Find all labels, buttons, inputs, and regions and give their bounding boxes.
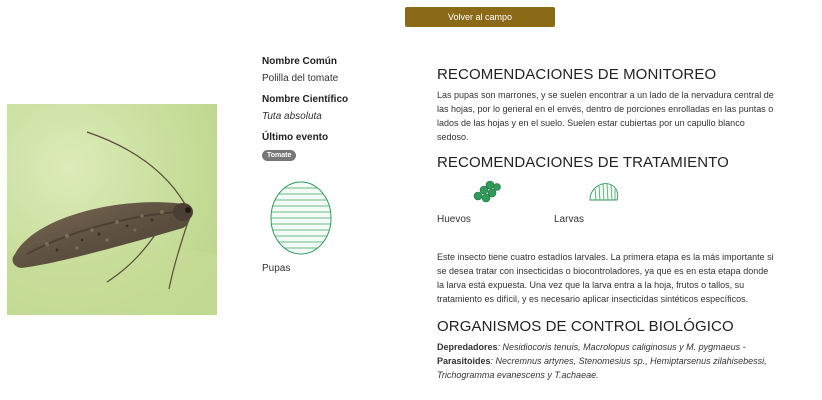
larva-icon <box>587 180 621 204</box>
biocontrol-title: ORGANISMOS DE CONTROL BIOLÓGICO <box>437 318 734 335</box>
pupa-label: Pupas <box>262 263 291 274</box>
last-event-label: Último evento <box>262 132 329 143</box>
stage-eggs-label: Huevos <box>437 214 471 225</box>
pest-info <box>262 56 432 172</box>
pest-photo <box>7 104 217 315</box>
treatment-text: Este insecto tiene cuatro estadíos larvales. La primera etapa es la más importante si se desea tratar con insecticidas o biocontroladores, ya que es en esta etapa donde la larva está expuesta. Una vez que la larva entra a la hoja, frutos o tallos, su tratamiento es difícil, y es necesario aplicar insecticidas sintéticos específicos. <box>437 252 774 304</box>
eggs-icon <box>472 178 502 204</box>
stage-larvae-label: Larvas <box>554 214 585 225</box>
parasitoids-list: : Necremnus artynes, Stenomesius sp., Hemiptarsenus zilahisebessi, Trichogramma evanescens y T.achaeae. <box>437 356 767 380</box>
scientific-name-label: Nombre Científico <box>262 94 349 105</box>
treatment-title: RECOMENDACIONES DE TRATAMIENTO <box>437 154 729 171</box>
monitoring-title: RECOMENDACIONES DE MONITOREO <box>437 66 717 83</box>
common-name-label: Nombre Común <box>262 56 337 67</box>
common-name-value: Polilla del tomate <box>262 73 339 84</box>
parasitoids-label: Parasitoides <box>437 356 491 366</box>
scientific-name-value: Tuta absoluta <box>262 111 322 122</box>
monitoring-text: Las pupas son marrones, y se suelen encontrar a un lado de la nervadura central de las hojas, por lo general en el envés, dentro de porciones enrolladas en las puntas o lados de las hojas y en el suelo. Suelen estar cubiertas por un capullo blanco sedoso. <box>437 90 774 142</box>
crop-tag[interactable]: Tomate <box>262 150 296 161</box>
back-to-field-button[interactable]: Volver al campo <box>405 7 555 27</box>
predators-list: : Nesidiocoris tenuis, Macrolopus caliginosus y M. pygmaeus - <box>497 342 746 352</box>
pupa-icon <box>268 180 334 261</box>
predators-label: Depredadores <box>437 342 498 352</box>
biocontrol-text <box>437 340 777 382</box>
stage-illustrations <box>437 176 777 238</box>
